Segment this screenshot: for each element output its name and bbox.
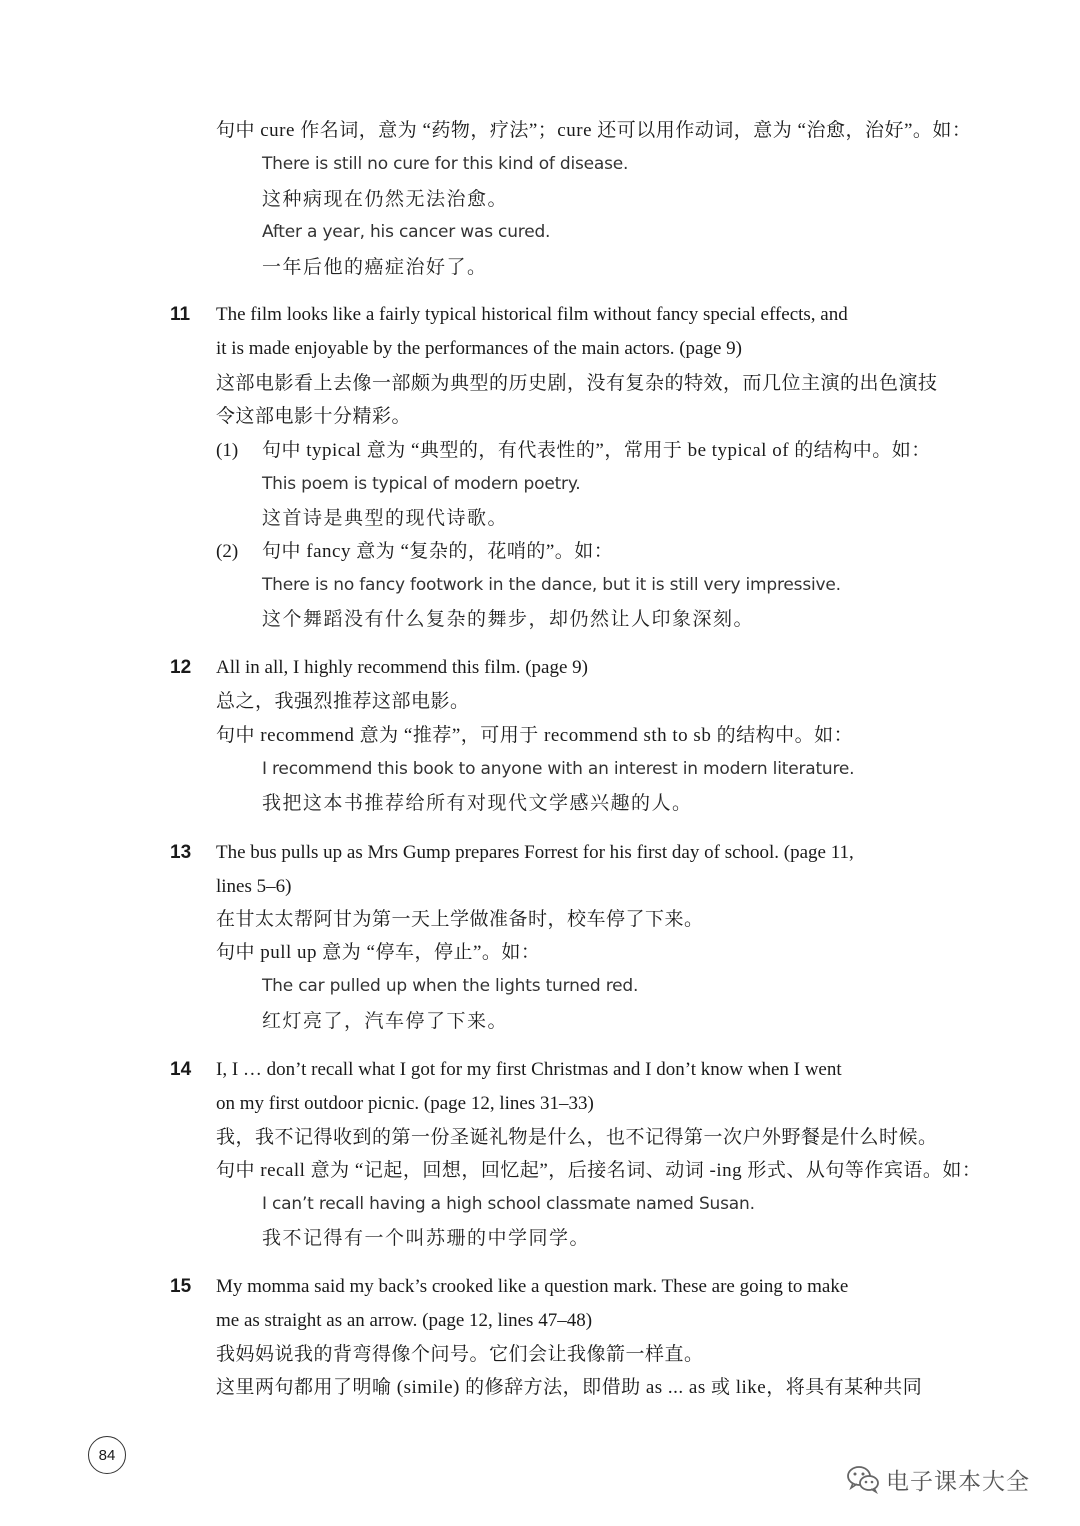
item-13-sentence-line-2: lines 5–6) <box>216 876 292 897</box>
page-number: 84 <box>88 1436 126 1474</box>
fancy-example-zh: 这个舞蹈没有什么复杂的舞步，却仍然让人印象深刻。 <box>262 609 755 630</box>
pull-up-explanation: 句中 pull up 意为 “停车，停止”。如： <box>216 942 541 963</box>
cure-explanation: 句中 cure 作名词，意为 “药物，疗法”；cure 还可以用作动词，意为 “治愈，治好”。如： <box>216 120 972 141</box>
cure-example-zh-1: 这种病现在仍然无法治愈。 <box>262 189 509 210</box>
item-number: 13 <box>170 842 192 863</box>
cure-example-zh-2: 一年后他的癌症治好了。 <box>262 257 488 278</box>
fancy-explanation: 句中 fancy 意为 “复杂的，花哨的”。如： <box>262 541 614 562</box>
recommend-example-zh: 我把这本书推荐给所有对现代文学感兴趣的人。 <box>262 793 693 814</box>
item-number: 14 <box>170 1059 192 1080</box>
item-15-translation: 我妈妈说我的背弯得像个问号。它们会让我像箭一样直。 <box>216 1344 704 1365</box>
item-number: 12 <box>170 657 192 678</box>
item-11-translation-line-1: 这部电影看上去像一部颇为典型的历史剧，没有复杂的特效，而几位主演的出色演技 <box>216 373 938 394</box>
item-15-sentence-line-1: My momma said my back’s crooked like a question mark. These are going to make <box>216 1276 849 1297</box>
simile-explanation: 这里两句都用了明喻 (simile) 的修辞方法，即借助 as ... as 或 like，将具有某种共同 <box>216 1377 923 1398</box>
item-number: 11 <box>170 304 191 325</box>
subpoint-label: (2) <box>216 541 239 562</box>
typical-example-zh: 这首诗是典型的现代诗歌。 <box>262 508 509 529</box>
item-11-sentence-line-1: The film looks like a fairly typical historical film without fancy special effects, and <box>216 304 848 325</box>
typical-example-en: This poem is typical of modern poetry. <box>262 474 581 494</box>
recommend-explanation: 句中 recommend 意为 “推荐”，可用于 recommend sth to sb 的结构中。如： <box>216 725 854 746</box>
item-14-sentence-line-1: I, I … don’t recall what I got for my first Christmas and I don’t know when I went <box>216 1059 842 1080</box>
item-11-translation-line-2: 令这部电影十分精彩。 <box>216 406 412 427</box>
item-15-sentence-line-2: me as straight as an arrow. (page 12, lines 47–48) <box>216 1310 593 1331</box>
cure-example-en-2: After a year, his cancer was cured. <box>262 222 551 242</box>
pull-up-example-zh: 红灯亮了，汽车停了下来。 <box>262 1011 509 1032</box>
item-13-sentence-line-1: The bus pulls up as Mrs Gump prepares Forrest for his first day of school. (page 11, <box>216 842 854 863</box>
wechat-icon <box>846 1464 880 1494</box>
recall-example-en: I can’t recall having a high school classmate named Susan. <box>262 1194 755 1214</box>
pull-up-example-en: The car pulled up when the lights turned red. <box>262 976 639 996</box>
item-number: 15 <box>170 1276 192 1297</box>
recall-example-zh: 我不记得有一个叫苏珊的中学同学。 <box>262 1228 591 1249</box>
cure-example-en-1: There is still no cure for this kind of disease. <box>262 154 629 174</box>
item-12-sentence: All in all, I highly recommend this film. (page 9) <box>216 657 589 678</box>
fancy-example-en: There is no fancy footwork in the dance, but it is still very impressive. <box>262 575 841 595</box>
item-14-translation: 我，我不记得收到的第一份圣诞礼物是什么，也不记得第一次户外野餐是什么时候。 <box>216 1127 938 1148</box>
item-11-sentence-line-2: it is made enjoyable by the performances of the main actors. (page 9) <box>216 338 742 359</box>
recommend-example-en: I recommend this book to anyone with an interest in modern literature. <box>262 759 855 779</box>
watermark <box>846 1462 1030 1496</box>
typical-explanation: 句中 typical 意为 “典型的，有代表性的”，常用于 be typical of 的结构中。如： <box>262 440 931 461</box>
item-13-translation: 在甘太太帮阿甘为第一天上学做准备时，校车停了下来。 <box>216 909 704 930</box>
item-14-sentence-line-2: on my first outdoor picnic. (page 12, lines 31–33) <box>216 1093 594 1114</box>
item-12-translation: 总之，我强烈推荐这部电影。 <box>216 691 470 712</box>
recall-explanation: 句中 recall 意为 “记起，回想，回忆起”，后接名词、动词 -ing 形式、从句等作宾语。如： <box>216 1160 982 1181</box>
subpoint-label: (1) <box>216 440 239 461</box>
watermark-text: 电子课本大全 <box>886 1468 1030 1495</box>
